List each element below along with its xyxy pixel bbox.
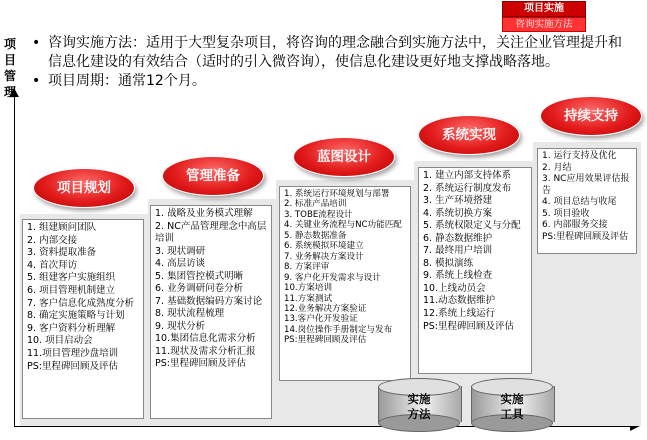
step-item: 3. TOBE流程设计 (284, 209, 353, 220)
implementation-method-cylinder (378, 378, 460, 430)
step-item: 3. 资料提取准备 (27, 247, 97, 259)
step-item: 12.系统上线运行 (423, 308, 496, 320)
step-item: 13.客户化开发验证 (284, 314, 358, 325)
step-item: 5. 组建客户实施组织 (27, 272, 116, 284)
step-item: 8. 确定实施策略与计划 (27, 310, 125, 322)
steps-system-implementation (418, 167, 532, 374)
step-item: 14.岗位操作手册制定与发布 (284, 324, 393, 335)
step-item: 2. 内部交接 (27, 234, 78, 246)
step-item: PS:里程碑回顾及评估 (284, 335, 367, 346)
step-item: 1. 战略及业务模式理解 (155, 208, 253, 219)
vertical-axis (14, 96, 15, 426)
step-item: 7. 基础数据编码方案讨论 (155, 295, 263, 307)
step-item: PS:里程碑回顾及评估 (542, 231, 629, 242)
cylinder-label-line2: 工具 (500, 407, 524, 421)
step-item: 3. 生产环境搭建 (423, 195, 493, 207)
step-item: 2. 系统运行制度发布 (423, 182, 512, 194)
step-item: 7. 业务解决方案设计 (284, 251, 364, 262)
step-item: 10.集团信息化需求分析 (155, 333, 256, 344)
step-item: 2. 标准产品培训 (284, 199, 347, 210)
step-item: 9. 客户资料分析理解 (27, 322, 116, 334)
step-item: 2. 月结 (542, 162, 572, 173)
step-item: PS:里程碑回顾及评估 (423, 320, 514, 332)
cylinder-label (471, 392, 553, 422)
step-item: 7. 客户信息化成熟度分析 (27, 297, 135, 309)
phase-system-implementation: 系统实现 (418, 115, 520, 155)
step-item: 11.项目管理沙盘培训 (27, 347, 119, 359)
step-item: 1. 系统运行环境规划与部署 (284, 189, 390, 199)
step-item: 6. 项目管理机制建立 (27, 284, 116, 296)
step-item: 10.上线动员会 (423, 282, 486, 294)
step-item: 5. 静态数据准备 (284, 230, 347, 241)
cylinder-label-line1: 实施 (407, 392, 431, 406)
step-item: 11.现状及需求分析汇报 (155, 345, 256, 357)
step-item: 1. 运行支持及优化 (542, 151, 617, 161)
step-item: 4. 高层访谈 (155, 258, 206, 269)
step-item: 4. 关键业务流程与NC功能匹配 (284, 220, 402, 231)
step-item: 5. 集团管控模式明晰 (155, 270, 244, 282)
step-item: 5. 系统权限定义与分配 (423, 220, 521, 232)
step-item: 2. NC产品管理理念中高层培训 (155, 220, 267, 244)
step-item: 10. 项目启动会 (27, 335, 93, 347)
phase-continuous-support: 持续支持 (540, 96, 642, 136)
step-item: 1. 建立内部支持体系 (423, 170, 512, 181)
step-item: 7. 最终用户培训 (423, 245, 493, 257)
step-item: 12.业务解决方案验证 (284, 303, 367, 314)
step-item: 8. 现状流程梳理 (155, 308, 225, 319)
step-item: 9. 系统上线检查 (423, 270, 493, 282)
steps-project-planning (22, 219, 144, 419)
step-item: 11.方案测试 (284, 293, 333, 304)
step-item: PS:里程碑回顾及评估 (155, 358, 246, 369)
step-item: 10.方案培训 (284, 283, 333, 294)
step-item: 4. 系统切换方案 (423, 207, 493, 219)
step-item: PS:里程碑回顾及评估 (27, 360, 118, 372)
steps-management-prep (150, 205, 272, 419)
implementation-tool-cylinder (471, 378, 553, 430)
step-item: 6. 内部服务交接 (542, 220, 608, 230)
step-item: 5. 项目验收 (542, 208, 590, 219)
step-item: 9. 现状分析 (155, 320, 206, 332)
step-item: 4. 首次拜访 (27, 259, 78, 271)
step-item: 9. 客户化开发需求与设计 (284, 272, 381, 283)
step-item: 3. NC应用效果评估报告 (542, 174, 630, 196)
step-item: 8. 模拟演练 (423, 257, 474, 269)
steps-blueprint-design (279, 186, 411, 381)
steps-continuous-support (537, 148, 637, 254)
vertical-axis-label: 项目管理 (3, 37, 16, 99)
cylinder-label-line1: 实施 (500, 392, 524, 406)
step-item: 4. 项目总结与收尾 (542, 197, 617, 207)
step-item: 6. 静态数据维护 (423, 232, 493, 244)
step-item: 6. 业务调研问卷分析 (155, 283, 244, 294)
step-item: 8. 方案评审 (284, 262, 330, 273)
step-item: 1. 组建顾问团队 (27, 222, 97, 233)
phase-blueprint-design: 蓝图设计 (293, 137, 395, 177)
phase-management-prep: 管理准备 (162, 156, 264, 196)
phase-project-planning: 项目规划 (33, 168, 135, 208)
cylinder-label-line2: 方法 (407, 407, 431, 421)
project-implementation-tag: 项目实施 (502, 1, 586, 17)
intro-bullets (30, 34, 630, 91)
cylinder-label (378, 392, 460, 422)
step-item: 3. 现状调研 (155, 245, 206, 257)
intro-bullet-method: • 咨询实施方法：适用于大型复杂项目，将咨询的理念融合到实施方法中，关注企业管理提升和信息化建设的有效结合（适时的引入微咨询），使信息化建设更好地支撑战略落地。 (30, 34, 630, 72)
intro-bullet-period: • 项目周期：通常12个月。 (30, 72, 630, 91)
step-item: 6. 系统模拟环境建立 (284, 241, 364, 252)
consulting-method-tag: 咨询实施方法 (502, 17, 586, 32)
step-item: 11.动态数据维护 (423, 295, 496, 307)
